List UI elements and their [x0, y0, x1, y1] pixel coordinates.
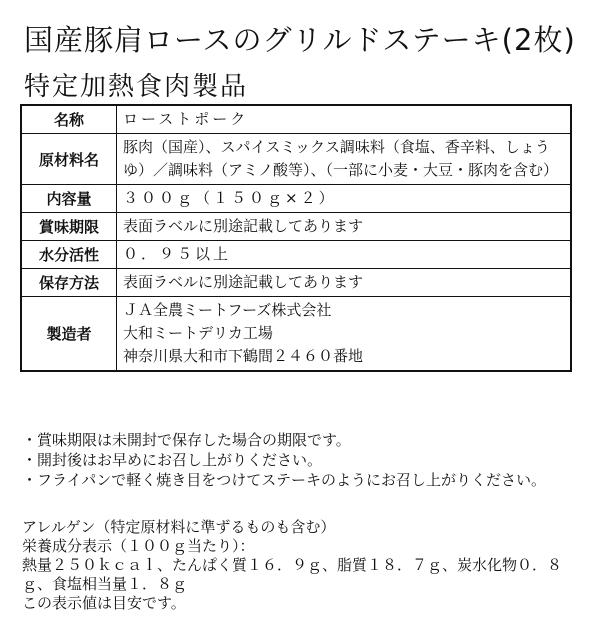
product-category: 特定加熱食肉製品 [24, 72, 249, 102]
note-item: ・フライパンで軽く焼き目をつけてステーキのようにお召し上がりください。 [22, 471, 546, 489]
manufacturer-company: ＪＡ全農ミートフーズ株式会社 [123, 301, 332, 319]
spec-value: 表面ラベルに別途記載してあります [117, 213, 572, 241]
allergy-heading: アレルゲン（特定原材料に準ずるものも含む） [22, 518, 336, 536]
spec-key: 製造者 [21, 297, 117, 372]
spec-key: 保存方法 [21, 269, 117, 297]
spec-value: 豚肉（国産）、スパイスミックス調味料（食塩、香辛料、しょうゆ）／調味料（アミノ酸等）、（一部に小麦・大豆・豚肉を含む） [117, 134, 572, 185]
spec-value: ローストポーク [117, 105, 572, 134]
spec-value: ３００ｇ（１５０ｇ×２） [117, 185, 572, 213]
notes-list [22, 430, 582, 490]
spec-row-content [21, 185, 571, 213]
manufacturer-factory: 大和ミートデリカ工場 [123, 324, 273, 342]
spec-value [117, 297, 572, 372]
allergy-nutrition-block [22, 518, 582, 613]
nutrition-note: この表示値は目安です。 [22, 594, 186, 612]
spec-key: 賞味期限 [21, 213, 117, 241]
spec-row-storage [21, 269, 571, 297]
spec-key: 原材料名 [21, 134, 117, 185]
spec-row-best-before [21, 213, 571, 241]
nutrition-heading: 栄養成分表示（１００ｇ当たり）： [22, 537, 255, 555]
note-item: ・開封後はお早めにお召し上がりください。 [22, 451, 323, 469]
spec-key: 名称 [21, 105, 117, 134]
note-item: ・賞味期限は未開封で保存した場合の期限です。 [22, 431, 351, 449]
spec-row-water-activity [21, 241, 571, 269]
spec-row-name [21, 105, 571, 134]
product-spec-table [20, 104, 572, 372]
product-title: 国産豚肩ロースのグリルドステーキ(2枚) [24, 23, 576, 57]
nutrition-values: 熱量２５０ｋｃａｌ、たんぱく質１６．９ｇ、脂質１８．７ｇ、炭水化物０．８ｇ、食塩相当量１．８ｇ [22, 556, 563, 593]
spec-value: ０．９５以上 [117, 241, 572, 269]
spec-key: 水分活性 [21, 241, 117, 269]
spec-key: 内容量 [21, 185, 117, 213]
spec-row-ingredients [21, 134, 571, 185]
spec-value: 表面ラベルに別途記載してあります [117, 269, 572, 297]
manufacturer-address: 神奈川県大和市下鶴間２４６０番地 [123, 347, 364, 365]
spec-row-manufacturer [21, 297, 571, 372]
